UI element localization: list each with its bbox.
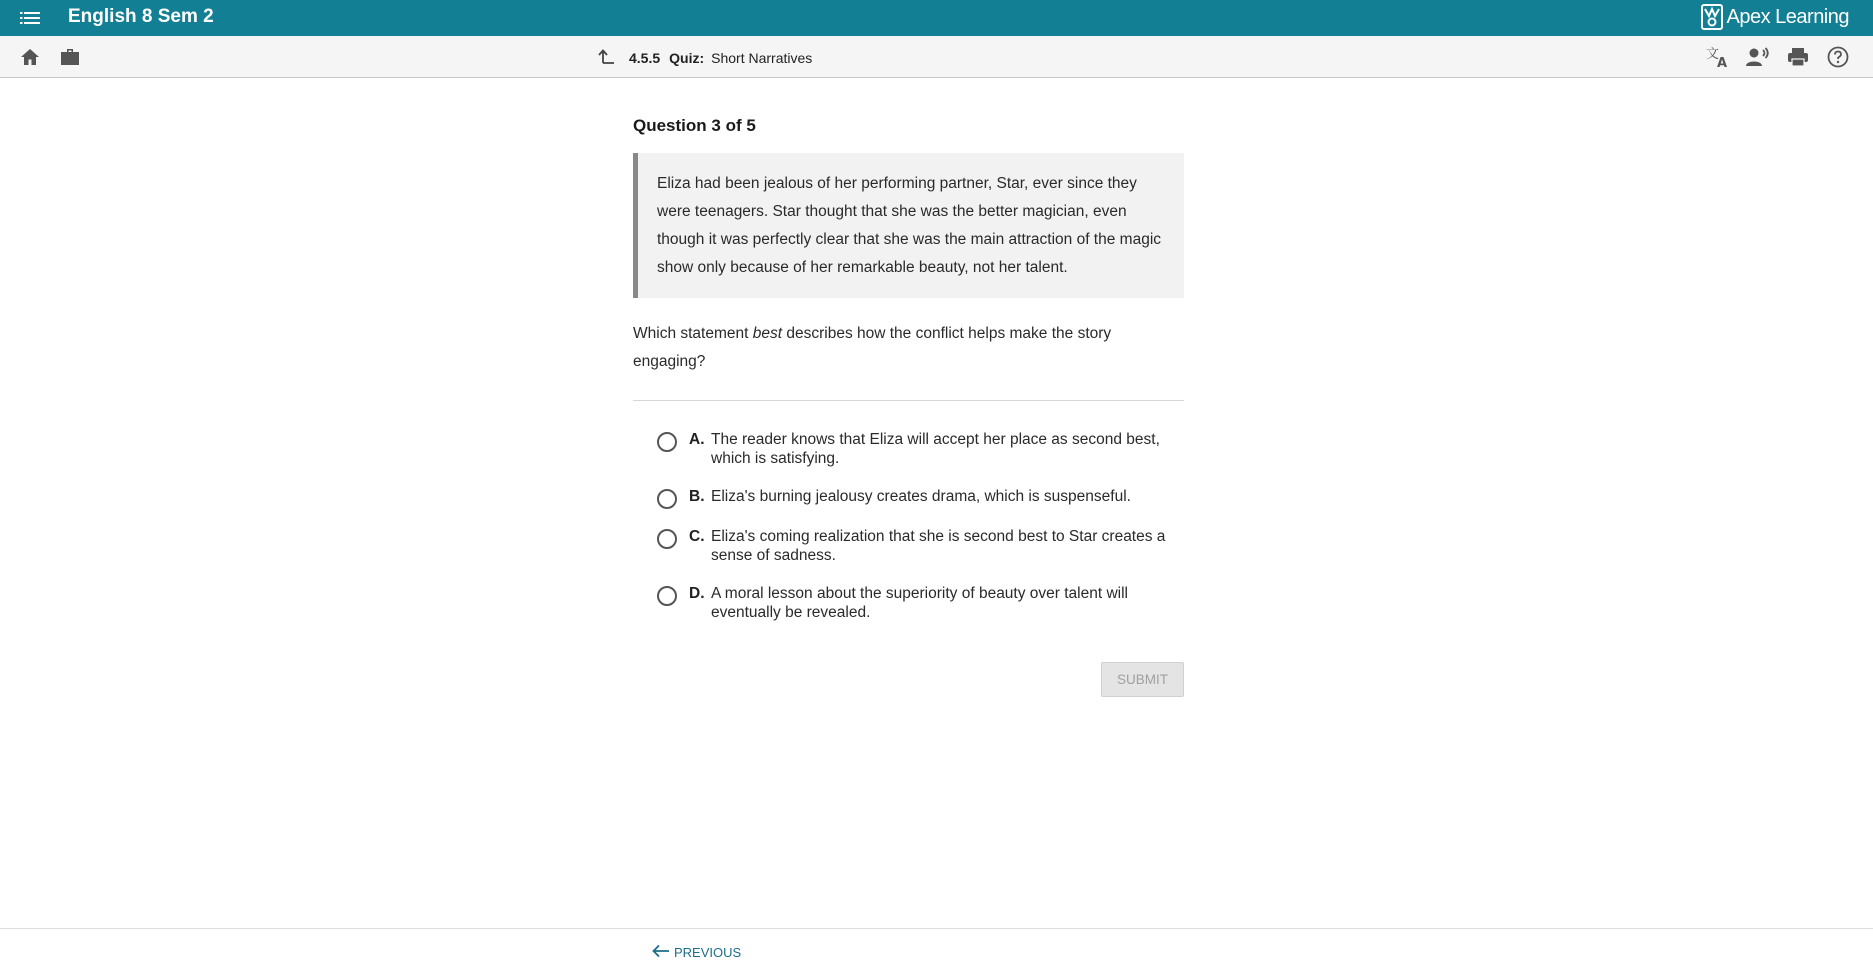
activity-type: Quiz: xyxy=(669,49,705,66)
answer-option-b[interactable] xyxy=(657,484,1181,509)
text-to-speech-icon[interactable] xyxy=(1745,44,1771,70)
passage-block xyxy=(633,153,1184,298)
radio-button[interactable] xyxy=(657,529,677,549)
question-number: Question 3 of 5 xyxy=(633,116,756,135)
radio-button[interactable] xyxy=(657,489,677,509)
option-letter: A. xyxy=(689,431,705,448)
translate-icon[interactable] xyxy=(1705,44,1731,70)
option-text: Eliza's coming realization that she is second best to Star creates a sense of sadness. xyxy=(711,528,1166,564)
toolbar xyxy=(0,36,1873,78)
option-text: The reader knows that Eliza will accept her place as second best, which is satisfying. xyxy=(711,431,1160,467)
radio-button[interactable] xyxy=(657,586,677,606)
brand-name: Apex Learning xyxy=(1726,5,1849,28)
home-icon[interactable] xyxy=(17,44,43,70)
previous-button[interactable] xyxy=(652,944,741,961)
activity-name: Short Narratives xyxy=(711,49,813,66)
up-arrow-icon[interactable] xyxy=(597,47,615,68)
answer-option-a[interactable] xyxy=(657,427,1181,468)
briefcase-icon[interactable] xyxy=(57,44,83,70)
menu-icon[interactable] xyxy=(20,10,40,26)
prompt-emphasis: best xyxy=(752,325,783,342)
course-title: English 8 Sem 2 xyxy=(68,6,214,27)
previous-label: PREVIOUS xyxy=(674,945,742,960)
help-icon[interactable] xyxy=(1825,44,1851,70)
radio-button[interactable] xyxy=(657,432,677,452)
option-letter: D. xyxy=(689,585,705,602)
apex-logo-icon xyxy=(1701,4,1723,30)
answer-option-d[interactable] xyxy=(657,581,1181,622)
lesson-number: 4.5.5 xyxy=(629,49,661,66)
print-icon[interactable] xyxy=(1785,44,1811,70)
divider xyxy=(633,400,1184,401)
top-header-bar xyxy=(0,0,1873,36)
footer-divider xyxy=(0,928,1873,929)
answer-option-c[interactable] xyxy=(657,524,1181,565)
option-letter: B. xyxy=(689,488,705,505)
breadcrumb xyxy=(597,47,812,68)
prompt-text-after: describes how the conflict helps make the story engaging? xyxy=(633,325,1112,370)
prompt-text-before: Which statement xyxy=(633,325,753,342)
question-prompt xyxy=(633,320,1184,376)
submit-button[interactable]: SUBMIT xyxy=(1101,662,1184,697)
option-text: Eliza's burning jealousy creates drama, which is suspenseful. xyxy=(711,488,1131,505)
passage-text: Eliza had been jealous of her performing partner, Star, ever since they were teenagers. Star thought that she was the better magician, even though it was perfectly clear that she was the main attraction of the magic show only because of her remarkable beauty, not her talent. xyxy=(657,175,1162,276)
svg-text:文: 文 xyxy=(1706,47,1720,62)
option-letter: C. xyxy=(689,528,705,545)
svg-text:A: A xyxy=(1717,56,1728,68)
option-text: A moral lesson about the superiority of beauty over talent will eventually be revealed. xyxy=(711,585,1129,621)
brand-logo xyxy=(1701,4,1849,30)
arrow-left-icon xyxy=(652,944,670,961)
